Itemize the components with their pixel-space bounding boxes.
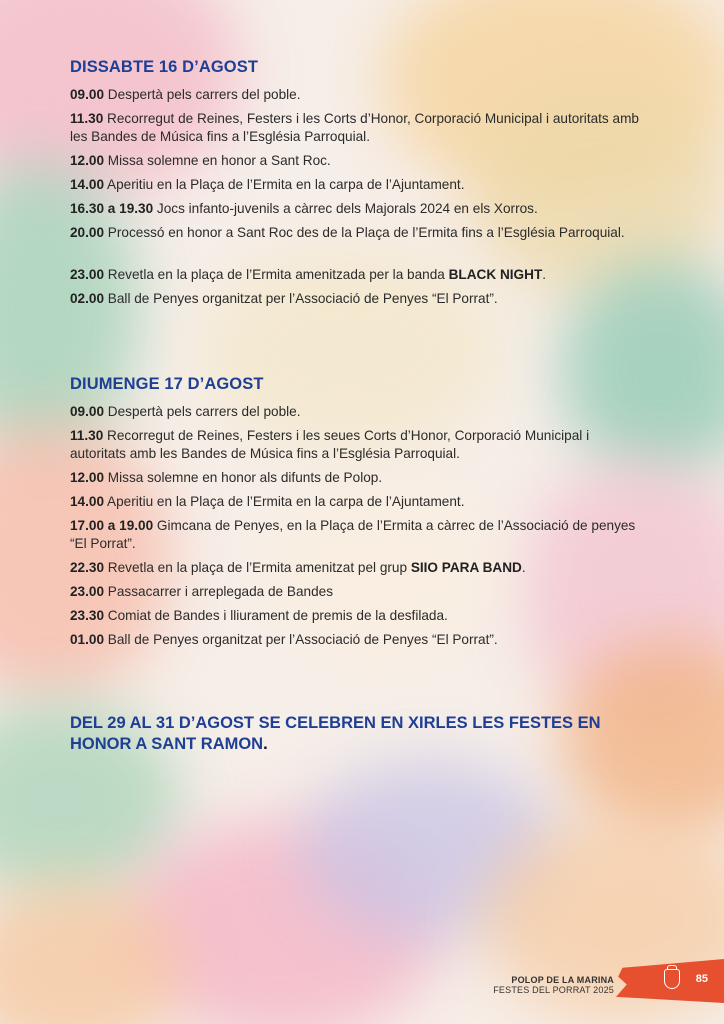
- page-footer: [364, 955, 724, 1005]
- event-description: Recorregut de Reines, Festers i les seues Corts d’Honor, Corporació Municipal i autoritats amb les Bandes de Música fins a l’Església Parroquial.: [70, 428, 590, 461]
- event-time: 11.30: [70, 428, 104, 443]
- event-description: Ball de Penyes organitzat per l’Associació de Penyes “El Porrat”.: [104, 291, 498, 306]
- footer-line2: FESTES DEL PORRAT 2025: [493, 985, 614, 995]
- event-time: 12.00: [70, 470, 105, 485]
- footer-text: [493, 975, 614, 995]
- event-time: 17.00 a 19.00: [70, 518, 154, 533]
- event-band-name: BLACK NIGHT: [448, 267, 543, 282]
- event-time: 23.00: [70, 267, 105, 282]
- final-note: [70, 713, 630, 755]
- event-band-name: SIIO PARA BAND: [410, 560, 522, 575]
- event-time: 14.00: [70, 177, 105, 192]
- event-time: 23.00: [70, 584, 105, 599]
- schedule-item: [70, 224, 645, 242]
- event-description: Despertà pels carrers del poble.: [104, 404, 301, 419]
- event-time: 22.30: [70, 560, 105, 575]
- event-description: Jocs infanto-juvenils a càrrec dels Majorals 2024 en els Xorros.: [153, 201, 538, 216]
- event-time: 16.30 a 19.30: [70, 201, 154, 216]
- event-description: Revetla en la plaça de l’Ermita amenitzada per la banda: [104, 267, 449, 282]
- event-time: 14.00: [70, 494, 105, 509]
- event-suffix: .: [542, 267, 547, 282]
- day-section: [70, 375, 650, 647]
- day-heading: DIUMENGE 17 D’AGOST: [70, 375, 264, 393]
- event-time: 01.00: [70, 632, 105, 647]
- schedule-item: [70, 290, 645, 308]
- event-description: Gimcana de Penyes, en la Plaça de l’Ermita a càrrec de l’Associació de penyes “El Porrat”.: [70, 518, 636, 551]
- page-number: 85: [695, 973, 708, 985]
- event-description: Aperitiu en la Plaça de l’Ermita en la carpa de l’Ajuntament.: [104, 494, 465, 509]
- event-description: Passacarrer i arreplegada de Bandes: [104, 584, 333, 599]
- schedule-item: [70, 559, 645, 577]
- schedule-item: [70, 266, 645, 284]
- event-suffix: .: [521, 560, 526, 575]
- event-time: 09.00: [70, 87, 105, 102]
- event-description: Ball de Penyes organitzat per l’Associació de Penyes “El Porrat”.: [104, 632, 498, 647]
- schedule-item: [70, 607, 645, 625]
- event-description: Revetla en la plaça de l’Ermita amenitzat pel grup: [104, 560, 411, 575]
- schedule-item: [70, 469, 645, 487]
- event-time: 20.00: [70, 225, 105, 240]
- event-description: Missa solemne en honor als difunts de Polop.: [104, 470, 383, 485]
- event-description: Despertà pels carrers del poble.: [104, 87, 301, 102]
- schedule-item: [70, 110, 645, 146]
- schedule-item: [70, 427, 645, 463]
- schedule-item: [70, 152, 645, 170]
- schedule-item: [70, 493, 645, 511]
- event-description: Recorregut de Reines, Festers i les Corts d’Honor, Corporació Municipal i autoritats amb les Bandes de Música fins a l’Església Parroquial.: [70, 111, 639, 144]
- town-crest-icon: [664, 969, 680, 989]
- event-time: 09.00: [70, 404, 105, 419]
- day-heading: DISSABTE 16 D’AGOST: [70, 58, 259, 76]
- schedule-item: [70, 86, 645, 104]
- event-description: Processó en honor a Sant Roc des de la Plaça de l’Ermita fins a l’Església Parroquial.: [104, 225, 625, 240]
- schedule-item: [70, 583, 645, 601]
- event-time: 23.30: [70, 608, 105, 623]
- day-section: [70, 58, 650, 306]
- schedule-item: [70, 200, 645, 218]
- final-note-text: DEL 29 AL 31 D’AGOST SE CELEBREN EN XIRLES LES FESTES EN HONOR A SANT RAMON: [70, 714, 601, 753]
- schedule-item: [70, 176, 645, 194]
- schedule-item: [70, 631, 645, 649]
- event-description: Aperitiu en la Plaça de l’Ermita en la carpa de l’Ajuntament.: [104, 177, 465, 192]
- event-time: 02.00: [70, 291, 105, 306]
- final-note-dot: .: [263, 735, 268, 753]
- event-description: Comiat de Bandes i lliurament de premis de la desfilada.: [104, 608, 448, 623]
- schedule-item: [70, 403, 645, 421]
- footer-line1: POLOP DE LA MARINA: [511, 975, 614, 985]
- schedule-item: [70, 517, 645, 553]
- event-time: 11.30: [70, 111, 104, 126]
- event-description: Missa solemne en honor a Sant Roc.: [104, 153, 331, 168]
- event-time: 12.00: [70, 153, 105, 168]
